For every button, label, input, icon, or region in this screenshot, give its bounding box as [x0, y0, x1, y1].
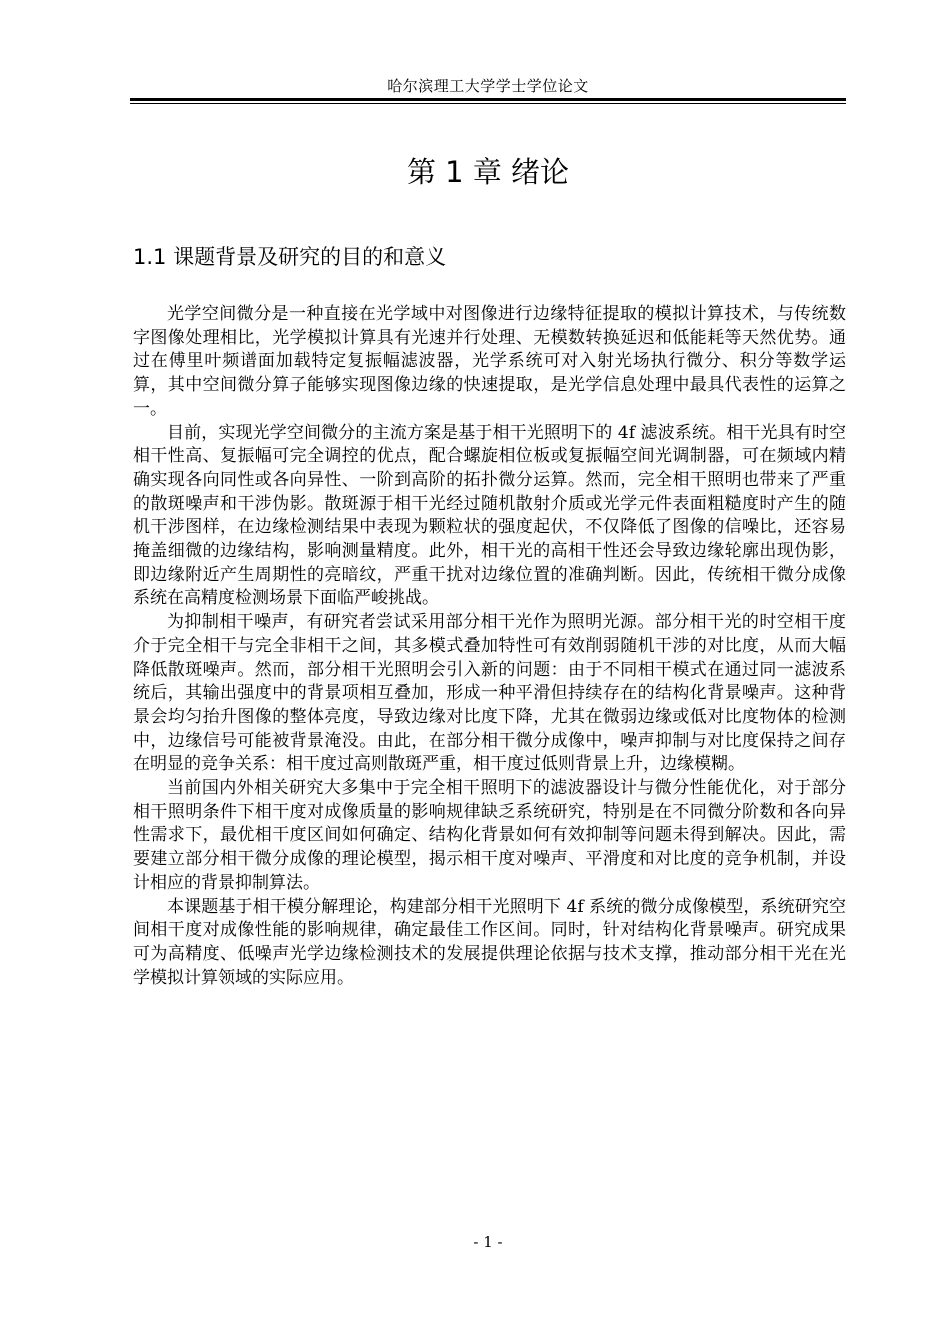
header-rule-thin: [130, 103, 846, 104]
page-number: - 1 -: [473, 1233, 503, 1251]
header-rule-thick: [130, 98, 846, 101]
paragraph-5: 本课题基于相干模分解理论，构建部分相干光照明下 4f 系统的微分成像模型，系统研究空间相干度对成像性能的影响规律，确定最佳工作区间。同时，针对结构化背景噪声。研究成果可为高精度、低噪声光学边缘检测技术的发展提供理论依据与技术支撑，推动部分相干光在光学模拟计算领域的实际应用。: [133, 896, 846, 988]
paragraph-1: 光学空间微分是一种直接在光学域中对图像进行边缘特征提取的模拟计算技术，与传统数字图像处理相比，光学模拟计算具有光速并行处理、无模数转换延迟和低能耗等天然优势。通过在傅里叶频谱面加载特定复振幅滤波器，光学系统可对入射光场执行微分、积分等数学运算，其中空间微分算子能够实现图像边缘的快速提取，是光学信息处理中最具代表性的运算之一。: [133, 304, 846, 419]
paragraph-4: 当前国内外相关研究大多集中于完全相干照明下的滤波器设计与微分性能优化，对于部分相干照明条件下相干度对成像质量的影响规律缺乏系统研究，特别是在不同微分阶数和各向异性需求下，最优相干度区间如何确定、结构化背景如何有效抑制等问题未得到解决。因此，需要建立部分相干微分成像的理论模型，揭示相干度对噪声、平滑度和对比度的竞争机制，并设计相应的背景抑制算法。: [133, 778, 846, 893]
section-title: 1.1 课题背景及研究的目的和意义: [133, 245, 447, 269]
running-header: 哈尔滨理工大学学士学位论文: [387, 77, 589, 95]
chapter-title: 第 1 章 绪论: [406, 155, 570, 189]
paragraph-3: 为抑制相干噪声，有研究者尝试采用部分相干光作为照明光源。部分相干光的时空相干度介于完全相干与完全非相干之间，其多模式叠加特性可有效削弱随机干涉的对比度，从而大幅降低散斑噪声。然而，部分相干光照明会引入新的问题：由于不同相干模式在通过同一滤波系统后，其输出强度中的背景项相互叠加，形成一种平滑但持续存在的结构化背景噪声。这种背景会均匀抬升图像的整体亮度，导致边缘对比度下降，尤其在微弱边缘或低对比度物体的检测中，边缘信号可能被背景淹没。由此，在部分相干微分成像中，噪声抑制与对比度保持之间存在明显的竞争关系：相干度过高则散斑严重，相干度过低则背景上升，边缘模糊。: [133, 612, 846, 775]
paragraph-2: 目前，实现光学空间微分的主流方案是基于相干光照明下的 4f 滤波系统。相干光具有时空相干性高、复振幅可完全调控的优点，配合螺旋相位板或复振幅空间光调制器，可在频域内精确实现各向同性或各向异性、一阶到高阶的拓扑微分运算。然而，完全相干照明也带来了严重的散斑噪声和干涉伪影。散斑源于相干光经过随机散射介质或光学元件表面粗糙度时产生的随机干涉图样，在边缘检测结果中表现为颗粒状的强度起伏，不仅降低了图像的信噪比，还容易掩盖细微的边缘结构，影响测量精度。此外，相干光的高相干性还会导致边缘轮廓出现伪影，即边缘附近产生周期性的亮暗纹，严重干扰对边缘位置的准确判断。因此，传统相干微分成像系统在高精度检测场景下面临严峻挑战。: [133, 422, 846, 609]
body-text: [133, 303, 846, 990]
